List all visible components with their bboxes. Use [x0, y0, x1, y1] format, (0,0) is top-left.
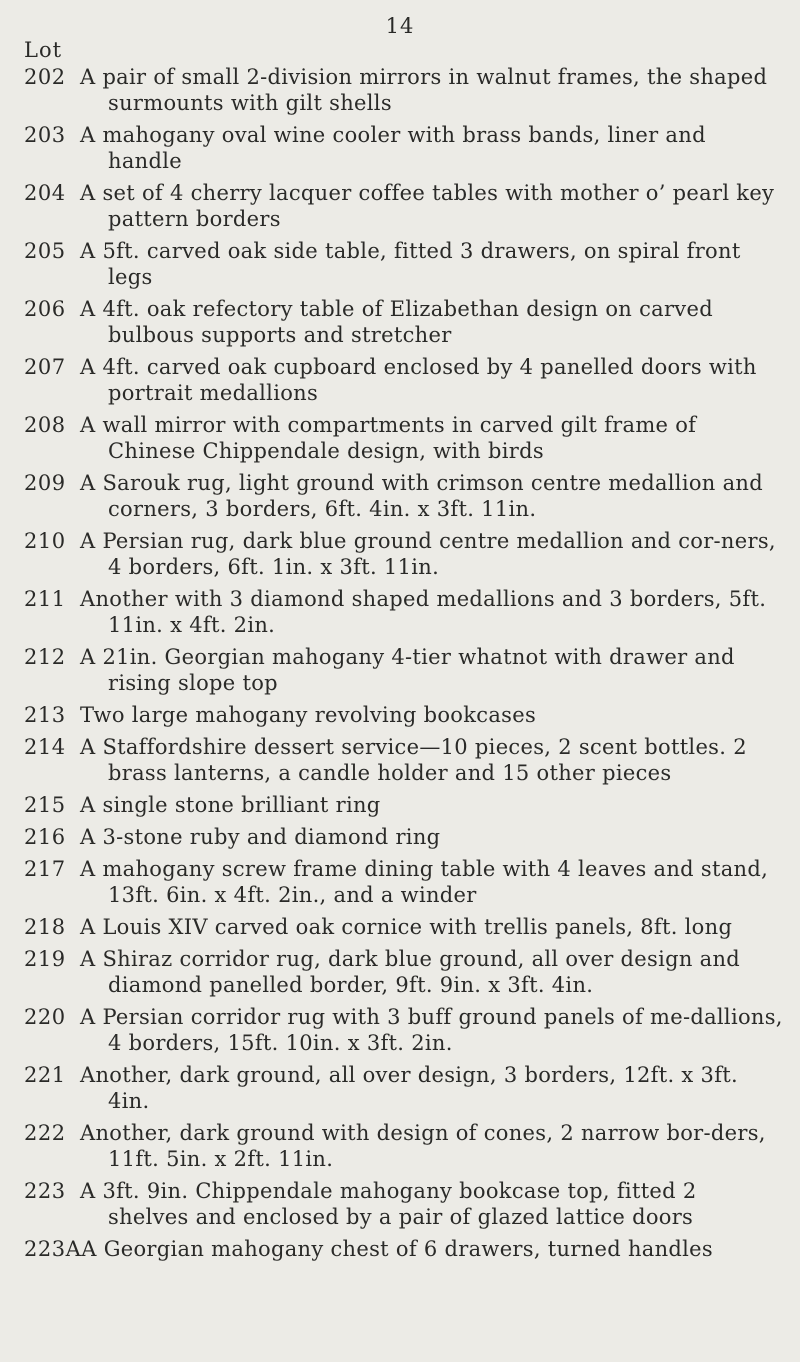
lot-description: A 3ft. 9in. Chippendale mahogany bookcase top, fitted 2 shelves and enclosed by a pair of glazed lattice doors	[80, 1179, 697, 1229]
lot-number: 204	[24, 181, 66, 205]
lot-description: A pair of small 2-division mirrors in walnut frames, the shaped surmounts with gilt shells	[80, 65, 768, 115]
lot-number: 212	[24, 645, 66, 669]
lot-number: 218	[24, 915, 66, 939]
page-number: 14	[385, 14, 415, 38]
lot-number: 223	[24, 1179, 66, 1203]
lot-entry	[24, 296, 784, 348]
lot-number: 206	[24, 297, 66, 321]
lot-description: A single stone brilliant ring	[80, 793, 381, 817]
lot-entry	[24, 122, 784, 174]
lot-description: A 4ft. carved oak cupboard enclosed by 4 panelled doors with portrait medallions	[80, 355, 757, 405]
lot-entry	[24, 1178, 784, 1230]
lot-number: 203	[24, 123, 66, 147]
lot-entry	[24, 946, 784, 998]
lot-number: 215	[24, 793, 66, 817]
lot-entry	[24, 64, 784, 116]
lot-entry	[24, 470, 784, 522]
lot-number: 213	[24, 703, 66, 727]
lot-entry	[24, 238, 784, 290]
lot-number: 211	[24, 587, 66, 611]
lot-entry	[24, 792, 784, 818]
lot-entry	[24, 856, 784, 908]
lot-description: A 5ft. carved oak side table, fitted 3 drawers, on spiral front legs	[80, 239, 741, 289]
lot-description: A Staffordshire dessert service—10 pieces, 2 scent bottles. 2 brass lanterns, a candle holder and 15 other pieces	[80, 735, 747, 785]
lot-number: 214	[24, 735, 66, 759]
lot-entry	[24, 1004, 784, 1056]
lot-number: 210	[24, 529, 66, 553]
lot-description: A Louis XIV carved oak cornice with trellis panels, 8ft. long	[80, 915, 733, 939]
lot-number: 209	[24, 471, 66, 495]
lot-entry	[24, 412, 784, 464]
lot-description: A Persian rug, dark blue ground centre medallion and cor-ners, 4 borders, 6ft. 1in. x 3ft. 11in.	[80, 529, 776, 579]
lot-description: A mahogany oval wine cooler with brass bands, liner and handle	[80, 123, 706, 173]
lot-entry	[24, 1236, 784, 1262]
lot-number: 222	[24, 1121, 66, 1145]
lot-description: A set of 4 cherry lacquer coffee tables with mother o’ pearl key pattern borders	[80, 181, 775, 231]
lot-description: A 4ft. oak refectory table of Elizabethan design on carved bulbous supports and stretcher	[80, 297, 713, 347]
lot-entry	[24, 354, 784, 406]
lot-entry	[24, 180, 784, 232]
lot-entry	[24, 1062, 784, 1114]
lot-number: 223A	[24, 1237, 82, 1261]
lot-description: A Sarouk rug, light ground with crimson centre medallion and corners, 3 borders, 6ft. 4in. x 3ft. 11in.	[80, 471, 763, 521]
lot-entry	[24, 824, 784, 850]
lot-list	[24, 64, 784, 1268]
lot-description: Two large mahogany revolving bookcases	[80, 703, 537, 727]
lot-number: 202	[24, 65, 66, 89]
lot-description: A 3-stone ruby and diamond ring	[80, 825, 441, 849]
lot-description: A wall mirror with compartments in carved gilt frame of Chinese Chippendale design, with birds	[80, 413, 697, 463]
lot-number: 221	[24, 1063, 66, 1087]
lot-entry	[24, 914, 784, 940]
lot-entry	[24, 644, 784, 696]
lot-description: A Georgian mahogany chest of 6 drawers, turned handles	[81, 1237, 713, 1261]
lot-number: 208	[24, 413, 66, 437]
lot-number: 216	[24, 825, 66, 849]
lot-description: Another, dark ground, all over design, 3 borders, 12ft. x 3ft. 4in.	[80, 1063, 738, 1113]
lot-entry	[24, 586, 784, 638]
lot-description: Another with 3 diamond shaped medallions and 3 borders, 5ft. 11in. x 4ft. 2in.	[80, 587, 767, 637]
lot-entry	[24, 734, 784, 786]
lot-number: 205	[24, 239, 66, 263]
lot-number: 220	[24, 1005, 66, 1029]
lot-entry	[24, 1120, 784, 1172]
lot-description: A 21in. Georgian mahogany 4-tier whatnot with drawer and rising slope top	[80, 645, 735, 695]
lot-description: A Shiraz corridor rug, dark blue ground, all over design and diamond panelled border, 9ft. 9in. x 3ft. 4in.	[80, 947, 741, 997]
lot-description: A mahogany screw frame dining table with 4 leaves and stand, 13ft. 6in. x 4ft. 2in., and a winder	[80, 857, 769, 907]
lot-column-header: Lot	[24, 38, 63, 62]
lot-number: 217	[24, 857, 66, 881]
lot-entry	[24, 702, 784, 728]
lot-number: 219	[24, 947, 66, 971]
lot-entry	[24, 528, 784, 580]
lot-number: 207	[24, 355, 66, 379]
lot-description: A Persian corridor rug with 3 buff ground panels of me-dallions, 4 borders, 15ft. 10in. x 3ft. 2in.	[80, 1005, 783, 1055]
lot-description: Another, dark ground with design of cones, 2 narrow bor-ders, 11ft. 5in. x 2ft. 11in.	[80, 1121, 766, 1171]
